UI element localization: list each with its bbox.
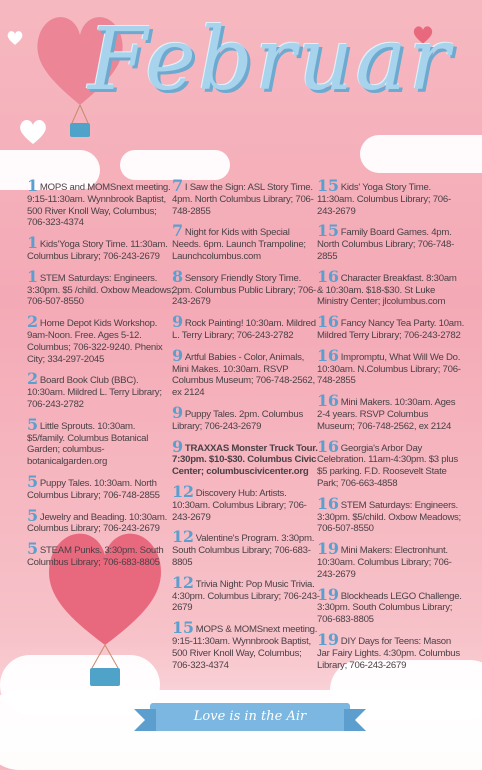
event-description: Puppy Tales. 10:30am. North Columbus Library; 706-748-2855 — [27, 477, 160, 501]
event-date: 12 — [172, 481, 194, 501]
event-item — [27, 505, 175, 536]
event-description: STEM Saturdays: Engineers. 3:30pm. $5 /child. Oxbow Meadows; 706-507-8550 — [27, 272, 174, 308]
event-date: 12 — [172, 527, 194, 547]
event-description: Blockheads LEGO Challenge. 3:30pm. South Columbus Library; 706-683-8805 — [317, 590, 462, 626]
event-item — [27, 266, 175, 308]
event-item — [27, 414, 175, 468]
event-date: 15 — [317, 176, 339, 195]
event-description: Impromptu, What Will We Do. 10:30am. N.Columbus Library; 706-748-2855 — [317, 351, 461, 387]
event-date: 16 — [317, 266, 339, 286]
event-item — [172, 481, 320, 523]
event-description: Valentine's Program. 3:30pm. South Columbus Library; 706-683-8805 — [172, 533, 315, 568]
event-date: 15 — [317, 221, 339, 241]
event-date: 5 — [27, 471, 38, 491]
event-item — [317, 176, 465, 217]
event-description: STEM Saturdays: Engineers. 3:30pm. $5/child. Oxbow Meadows; 706-507-8550 — [317, 499, 461, 535]
event-item — [317, 266, 465, 308]
event-description: Mini Makers. 10:30am. Ages 2-4 years. RSVP Columbus Museum; 706-748-2562, ex 2124 — [317, 397, 456, 432]
event-description: Little Sprouts. 10:30am. $5/family. Columbus Botanical Garden; columbus-botanicalgarden.org — [27, 420, 149, 468]
events-column-2 — [172, 176, 320, 679]
page-title: Februar — [88, 10, 452, 110]
event-item — [172, 527, 320, 568]
event-date: 1 — [27, 233, 38, 253]
event-item — [317, 345, 465, 387]
event-date: 5 — [27, 539, 38, 559]
event-date: 15 — [172, 618, 194, 638]
event-description: MOPS and MOMSnext meeting. 9:15-11:30am. Wynnbrook Baptist, 500 River Knoll Way, Columbus; 706-323-4374 — [27, 182, 171, 229]
event-description: Artful Babies - Color, Animals, Mini Makes. 10:30am. RSVP Columbus Museum; 706-748-2562, ex 2124 — [172, 351, 315, 399]
event-date: 7 — [172, 176, 183, 195]
heart-icon — [18, 118, 48, 146]
event-date: 16 — [317, 493, 339, 513]
event-date: 1 — [27, 176, 38, 195]
event-date: 12 — [172, 572, 194, 592]
event-description: DIY Days for Teens: Mason Jar Fairy Lights. 4:30pm. Columbus Library; 706-243-2679 — [317, 635, 460, 671]
event-item — [317, 312, 465, 342]
event-item — [172, 618, 320, 671]
event-date: 7 — [172, 221, 183, 241]
event-item — [172, 402, 320, 433]
event-date: 9 — [172, 436, 183, 456]
event-item — [27, 471, 175, 502]
event-date: 5 — [27, 505, 38, 525]
event-description: Family Board Games. 4pm. North Columbus Library; 706-748-2855 — [317, 227, 455, 262]
event-item — [317, 391, 465, 432]
event-date: 2 — [27, 369, 38, 389]
event-description: Rock Painting! 10:30am. Mildred L. Terry Library; 706-243-2782 — [172, 318, 316, 341]
event-description: Home Depot Kids Workshop. 9am-Noon. Free. Ages 5-12. Columbus; 706-322-9240. Phenix City; 334-297-2045 — [27, 318, 163, 365]
event-item — [317, 539, 465, 580]
event-description: TRAXXAS Monster Truck Tour. 7:30pm. $10-$30. Columbus Civic Center; columbuscivicenter.org — [172, 442, 318, 478]
event-date: 16 — [317, 391, 339, 411]
event-item — [317, 221, 465, 262]
event-date: 9 — [172, 345, 183, 365]
events-column-3 — [317, 176, 465, 679]
event-item — [27, 539, 175, 569]
event-date: 1 — [27, 266, 38, 286]
event-description: Puppy Tales. 2pm. Columbus Library; 706-243-2679 — [172, 408, 303, 432]
event-description: STEAM Punks. 3:30pm. South Columbus Library; 706-683-8805 — [27, 545, 164, 568]
event-item — [172, 572, 320, 614]
event-description: Mini Makers: Electronhunt. 10:30am. Columbus Library; 706-243-2679 — [317, 545, 452, 580]
event-item — [27, 312, 175, 365]
event-date: 9 — [172, 312, 183, 332]
event-description: Board Book Club (BBC). 10:30am. Mildred L. Terry Library; 706-243-2782 — [27, 375, 162, 410]
event-description: MOPS & MOMSnext meeting. 9:15-11:30am. Wynnbrook Baptist, 500 River Knoll Way, Columbus; 706-323-4374 — [172, 624, 318, 671]
event-date: 8 — [172, 266, 183, 286]
event-item — [27, 233, 175, 263]
event-item — [27, 369, 175, 410]
event-item — [317, 493, 465, 535]
event-item — [317, 584, 465, 626]
event-date: 19 — [317, 539, 339, 559]
event-item — [172, 221, 320, 262]
event-item — [172, 345, 320, 399]
event-description: I Saw the Sign: ASL Story Time. 4pm. North Columbus Library; 706-748-2855 — [172, 182, 314, 217]
event-date: 16 — [317, 345, 339, 365]
event-item — [172, 436, 320, 478]
cloud-decoration — [360, 135, 482, 173]
event-date: 9 — [172, 402, 183, 422]
tagline-banner: Love is in the Air — [150, 703, 350, 731]
event-description: Fancy Nancy Tea Party. 10am. Mildred Terry Library; 706-243-2782 — [317, 318, 465, 341]
event-item — [172, 176, 320, 217]
event-item — [27, 176, 175, 229]
event-description: Trivia Night: Pop Music Trivia. 4:30pm. Columbus Library; 706-243-2679 — [172, 578, 320, 614]
event-item — [172, 266, 320, 308]
event-date: 19 — [317, 584, 339, 604]
event-date: 16 — [317, 312, 339, 332]
event-description: Night for Kids with Special Needs. 6pm. Launch Trampoline; Launchcolumbus.com — [172, 227, 306, 262]
event-description: Kids' Yoga Story Time. 11:30am. Columbus Library; 706-243-2679 — [317, 182, 451, 217]
event-description: Discovery Hub: Artists. 10:30am. Columbus Library; 706-243-2679 — [172, 487, 307, 523]
event-date: 16 — [317, 436, 339, 456]
heart-icon — [6, 30, 24, 46]
event-description: Kids'Yoga Story Time. 11:30am. Columbus Library; 706-243-2679 — [27, 239, 168, 262]
event-date: 5 — [27, 414, 38, 434]
event-description: Sensory Friendly Story Time. 2pm. Columbus Public Library; 706-243-2679 — [172, 272, 317, 308]
event-item — [317, 436, 465, 490]
event-description: Georgia's Arbor Day Celebration. 11am-4:30pm. $3 plus $5 parking. F.D. Roosevelt State Park; 706-663-4858 — [317, 442, 458, 489]
event-description: Character Breakfast. 8:30am & 10:30am. $18-$30. St Luke Ministry Center; jlcolumbus.com — [317, 272, 457, 308]
event-item — [317, 629, 465, 671]
events-column-1 — [27, 176, 175, 577]
event-date: 19 — [317, 629, 339, 649]
event-item — [172, 312, 320, 342]
event-date: 2 — [27, 312, 38, 332]
event-description: Jewelry and Beading. 10:30am. Columbus Library; 706-243-2679 — [27, 511, 168, 535]
